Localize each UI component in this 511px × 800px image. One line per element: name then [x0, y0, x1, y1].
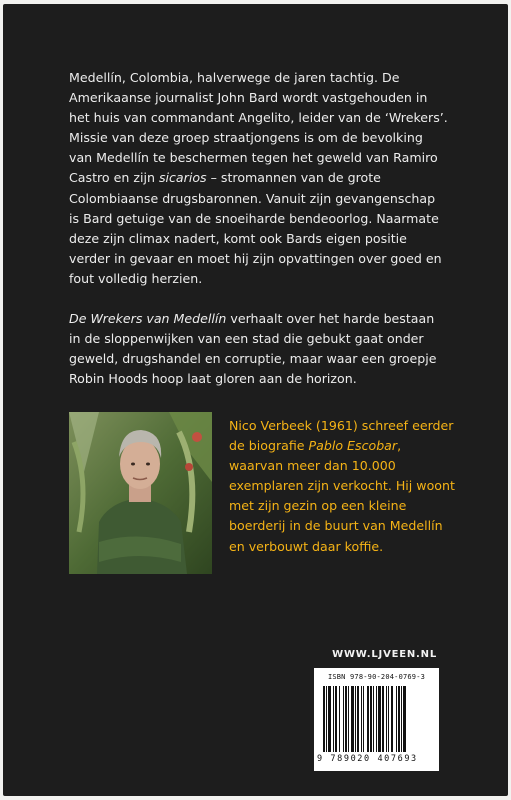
book-title-italic: De Wrekers van Medellín — [69, 311, 227, 327]
book-blurb — [69, 68, 449, 409]
publisher-website: WWW.LJVEEN.NL — [332, 649, 437, 660]
barcode — [314, 668, 439, 771]
bio-text: Nico Verbeek (1961) schreef eerder de biografie — [229, 418, 454, 454]
isbn-label: ISBN 978-90-204-0769-3 — [327, 673, 426, 681]
blurb-text-end: – stromannen van de grote Colombiaanse drugsbaronnen. Vanuit zijn gevangenschap is Bard getuige van de snoeiharde bendeoorlog. Naarmate deze zijn climax nadert, komt ook Bards eigen positie verder in gevaar en moet hij zijn opvattingen over goed en fout volledig herzien. — [69, 170, 442, 286]
bio-text-end: , waarvan meer dan 10.000 exemplaren zijn verkocht. Hij woont met zijn gezin op een kleine boerderij in de buurt van Medellín en verbouwt daar koffie. — [229, 438, 455, 554]
blurb-italic-term: sicarios — [158, 170, 207, 186]
blurb-paragraph-2 — [69, 309, 449, 389]
barcode-bars — [323, 686, 430, 756]
blurb-text: Medellín, Colombia, halverwege de jaren tachtig. De Amerikaanse journalist John Bard wordt vastgehouden in het huis van commandant Angelito, leider van de ‘Wrekers’. Missie van deze groep straatjongens is om de bevolking van Medellín te beschermen tegen het geweld van Ramiro Castro en zijn — [69, 70, 448, 186]
author-bio — [229, 416, 459, 557]
back-cover — [3, 4, 508, 796]
author-photo — [69, 412, 212, 574]
barcode-digits: 9 789020 407693 — [317, 754, 418, 764]
blurb-paragraph-1 — [69, 68, 449, 289]
blurb-text: verhaalt over het harde bestaan in de sloppenwijken van een stad die gebukt gaat onder geweld, drugshandel en corruptie, maar waar een groepje Robin Hoods hoop laat gloren aan de horizon. — [69, 311, 437, 387]
bio-book-title: Pablo Escobar — [308, 438, 398, 454]
